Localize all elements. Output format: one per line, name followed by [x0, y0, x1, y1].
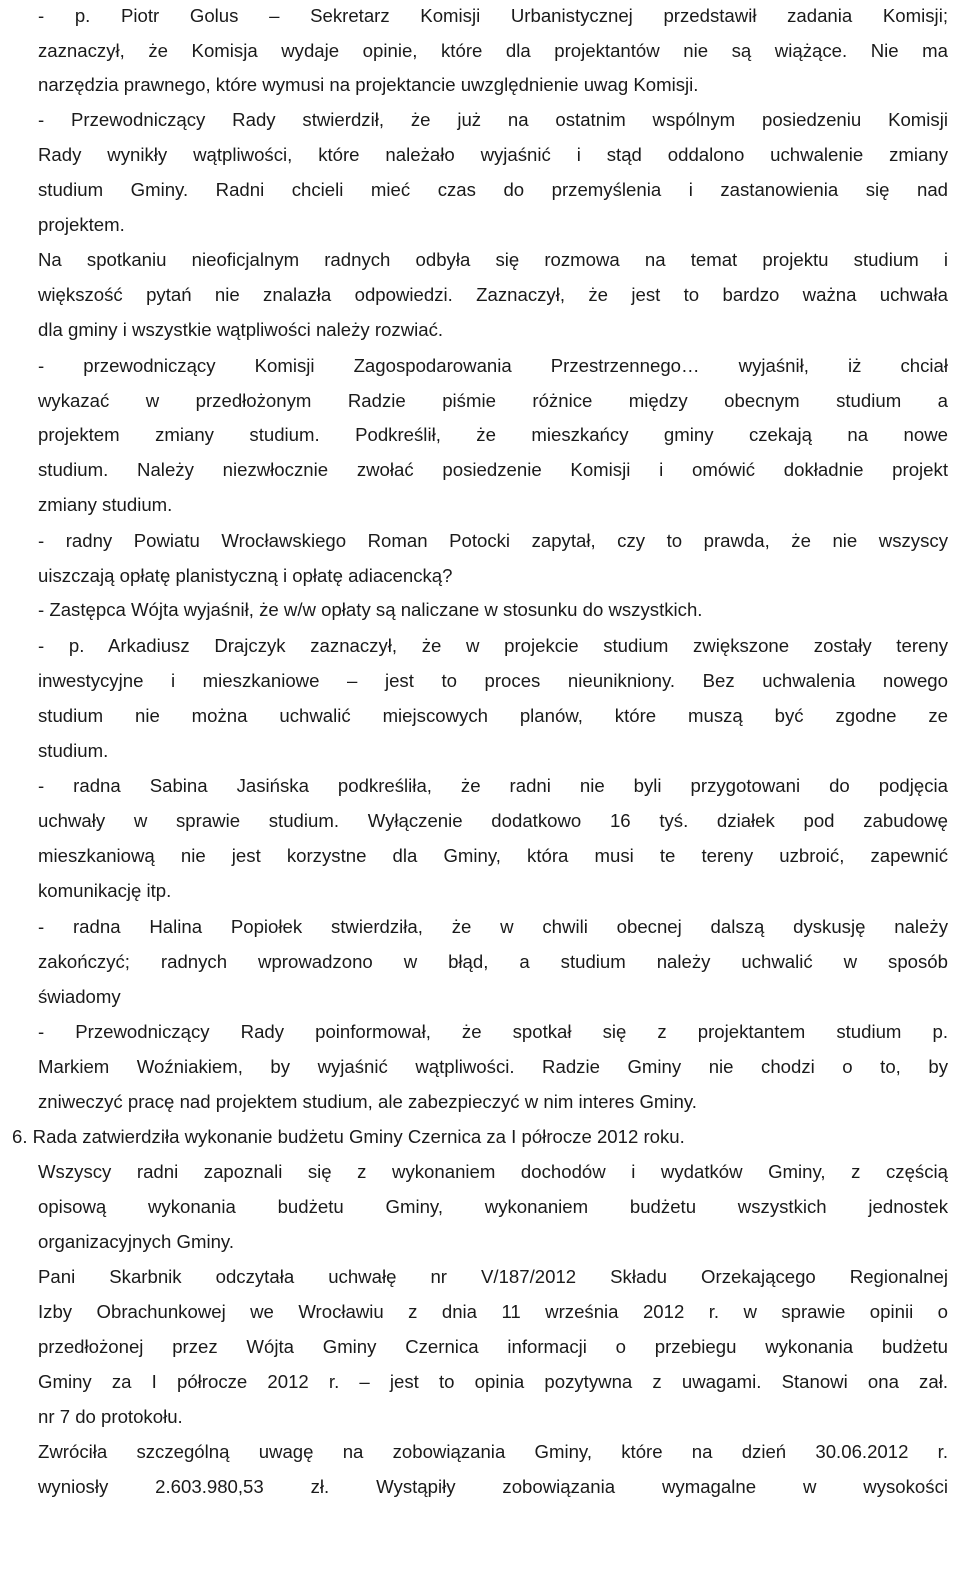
text-line: zmiany studium. [38, 494, 173, 515]
text-line: zniweczyć pracę nad projektem studium, ale zabezpieczyć w nim interes Gminy. [38, 1091, 697, 1112]
text-line: - radna Sabina Jasińska podkreśliła, że radni nie byli przygotowani do podjęcia [38, 775, 948, 796]
text-line: nr 7 do protokołu. [38, 1406, 183, 1427]
text-line: narzędzia prawnego, które wymusi na projektancie uwzględnienie uwag Komisji. [38, 74, 699, 95]
text-line: świadomy [38, 986, 121, 1007]
text-line: dla gminy i wszystkie wątpliwości należy rozwiać. [38, 319, 444, 340]
text-line: Na spotkaniu nieoficjalnym radnych odbyła się rozmowa na temat projektu studium i [38, 249, 948, 270]
text-line: projektem. [38, 214, 125, 235]
text-line: projektem zmiany studium. Podkreślił, że mieszkańcy gminy czekają na nowe [38, 424, 948, 445]
text-line: - p. Arkadiusz Drajczyk zaznaczył, że w projekcie studium zwiększone zostały tereny [38, 635, 948, 656]
text-line: - radna Halina Popiołek stwierdziła, że w chwili obecnej dalszą dyskusję należy [38, 916, 948, 937]
text-line: - radny Powiatu Wrocławskiego Roman Potocki zapytał, czy to prawda, że nie wszyscy [38, 530, 948, 551]
text-line: Pani Skarbnik odczytała uchwałę nr V/187/2012 Składu Orzekającego Regionalnej [38, 1266, 948, 1287]
text-line: większość pytań nie znalazła odpowiedzi. Zaznaczył, że jest to bardzo ważna uchwała [38, 284, 948, 305]
text-line: przedłożonej przez Wójta Gminy Czernica informacji o przebiegu wykonania budżetu [38, 1336, 948, 1357]
text-line: - Zastępca Wójta wyjaśnił, że w/w opłaty są naliczane w stosunku do wszystkich. [38, 599, 703, 620]
text-line: organizacyjnych Gminy. [38, 1231, 234, 1252]
text-line: mieszkaniową nie jest korzystne dla Gminy, która musi te tereny uzbroić, zapewnić [38, 845, 948, 866]
text-line: studium Gminy. Radni chcieli mieć czas do przemyślenia i zastanowienia się nad [38, 179, 948, 200]
text-line: - przewodniczący Komisji Zagospodarowania Przestrzennego… wyjaśnił, iż chciał [38, 355, 948, 376]
text-line: zakończyć; radnych wprowadzono w błąd, a studium należy uchwalić w sposób [38, 951, 948, 972]
text-line: inwestycyjne i mieszkaniowe – jest to proces nieunikniony. Bez uchwalenia nowego [38, 670, 948, 691]
text-line: Izby Obrachunkowej we Wrocławiu z dnia 11 września 2012 r. w sprawie opinii o [38, 1301, 948, 1322]
text-line: Zwróciła szczególną uwagę na zobowiązania Gminy, które na dzień 30.06.2012 r. [38, 1441, 948, 1462]
text-line: studium. [38, 740, 109, 761]
numbered-item: 6. Rada zatwierdziła wykonanie budżetu Gminy Czernica za I półrocze 2012 roku. [12, 1126, 685, 1147]
text-line: Rady wynikły wątpliwości, które należało wyjaśnić i stąd oddalono uchwalenie zmiany [38, 144, 948, 165]
text-line: wykazać w przedłożonym Radzie piśmie różnice między obecnym studium a [38, 390, 948, 411]
text-line: opisową wykonania budżetu Gminy, wykonaniem budżetu wszystkich jednostek [38, 1196, 948, 1217]
text-line: studium. Należy niezwłocznie zwołać posiedzenie Komisji i omówić dokładnie projekt [38, 459, 948, 480]
text-line: - Przewodniczący Rady poinformował, że spotkał się z projektantem studium p. [38, 1021, 948, 1042]
text-line: wyniosły 2.603.980,53 zł. Wystąpiły zobowiązania wymagalne w wysokości [38, 1476, 948, 1497]
text-line: komunikację itp. [38, 880, 172, 901]
text-line: studium nie można uchwalić miejscowych planów, które muszą być zgodne ze [38, 705, 948, 726]
text-line: uiszczają opłatę planistyczną i opłatę adiacencką? [38, 565, 453, 586]
text-line: uchwały w sprawie studium. Wyłączenie dodatkowo 16 tyś. działek pod zabudowę [38, 810, 948, 831]
text-line: zaznaczył, że Komisja wydaje opinie, które dla projektantów nie są wiążące. Nie ma [38, 40, 948, 61]
text-line: - p. Piotr Golus – Sekretarz Komisji Urbanistycznej przedstawił zadania Komisji; [38, 5, 948, 26]
text-line: Wszyscy radni zapoznali się z wykonaniem dochodów i wydatków Gminy, z częścią [38, 1161, 948, 1182]
text-line: Markiem Woźniakiem, by wyjaśnić wątpliwości. Radzie Gminy nie chodzi o to, by [38, 1056, 948, 1077]
text-line: Gminy za I półrocze 2012 r. – jest to opinia pozytywna z uwagami. Stanowi ona zał. [38, 1371, 948, 1392]
text-line: - Przewodniczący Rady stwierdził, że już na ostatnim wspólnym posiedzeniu Komisji [38, 109, 948, 130]
